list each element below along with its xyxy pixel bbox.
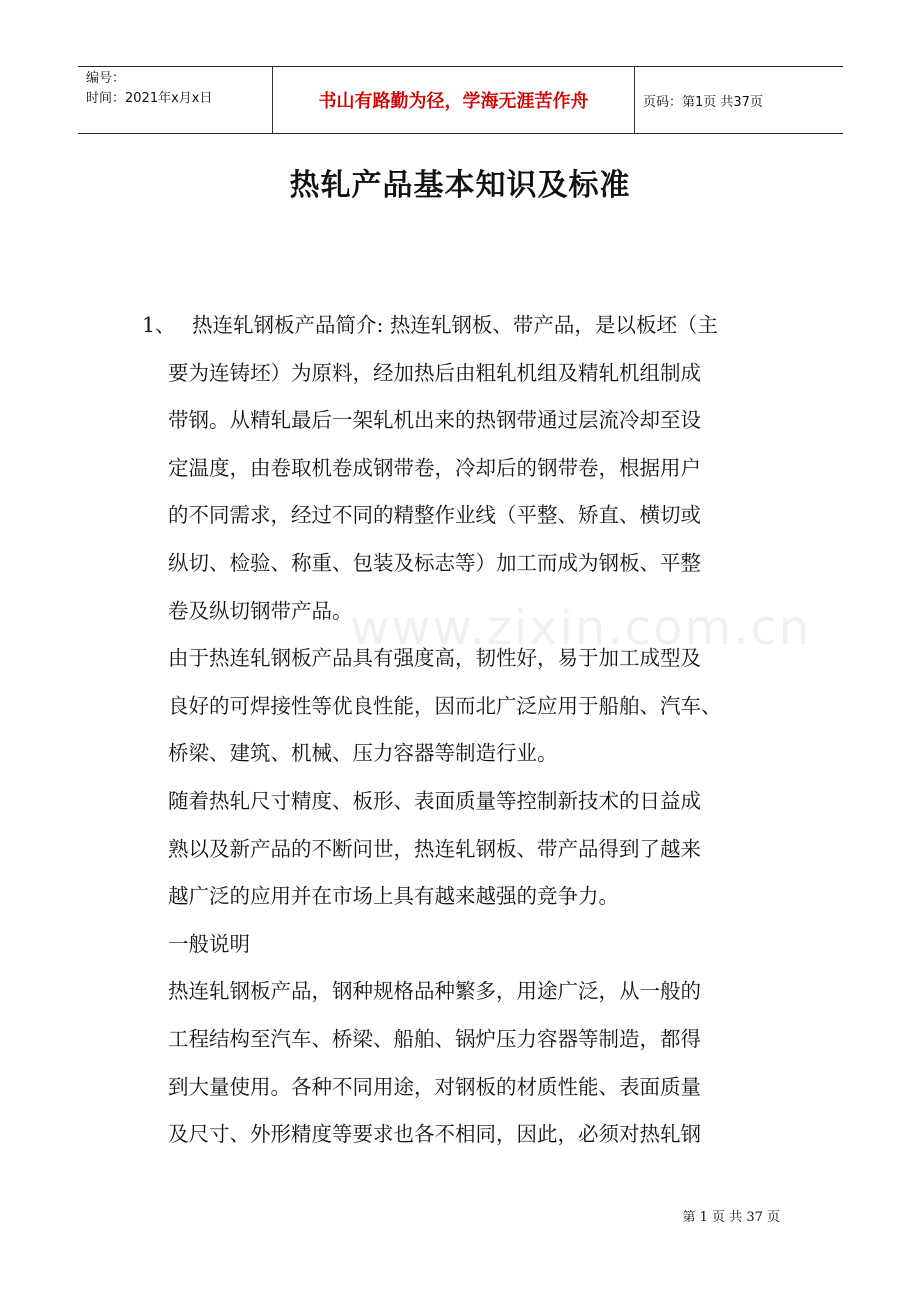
body-text (168, 302, 808, 1159)
body-line: 桥梁、建筑、机械、压力容器等制造行业。 (168, 741, 558, 766)
header-meta-cell (78, 67, 273, 133)
body-line: 定温度，由卷取机卷成钢带卷，冷却后的钢带卷，根据用户 (168, 455, 701, 480)
body-line: 随着热轧尺寸精度、板形、表面质量等控制新技术的日益成 (168, 788, 701, 813)
body-line: 由于热连轧钢板产品具有强度高，韧性好，易于加工成型及 (168, 646, 701, 671)
body-line: 带钢。从精轧最后一架轧机出来的热钢带通过层流冷却至设 (168, 408, 701, 433)
header-table (78, 66, 843, 134)
body-line: 工程结构至汽车、桥梁、船舶、锅炉压力容器等制造，都得 (168, 1026, 701, 1051)
document-title: 热轧产品基本知识及标准 (289, 168, 631, 203)
document-time-label: 时间：2021年x月x日 (86, 91, 213, 106)
header-page-info: 页码：第1页 共37页 (643, 94, 763, 110)
body-line: 熟以及新产品的不断问世，热连轧钢板、带产品得到了越来 (168, 836, 701, 861)
body-line: 到大量使用。各种不同用途，对钢板的材质性能、表面质量 (168, 1074, 701, 1099)
body-line: 越广泛的应用并在市场上具有越来越强的竞争力。 (168, 884, 619, 909)
body-line: 卷及纵切钢带产品。 (168, 598, 353, 623)
body-line: 要为连铸坯）为原料，经加热后由粗轧机组及精轧机组制成 (168, 360, 701, 385)
body-line: 纵切、检验、称重、包装及标志等）加工而成为钢板、平整 (168, 550, 701, 575)
body-line: 热连轧钢板产品，钢种规格品种繁多，用途广泛，从一般的 (168, 979, 701, 1004)
watermark: www.zixin.com.cn (350, 600, 812, 656)
body-line: 良好的可焊接性等优良性能，因而北广泛应用于船舶、汽车、 (168, 693, 722, 718)
document-number-label: 编号： (86, 71, 126, 86)
body-line: 的不同需求，经过不同的精整作业线（平整、矫直、横切或 (168, 503, 701, 528)
item-number: 1、 (142, 313, 176, 337)
section-heading: 一般说明 (168, 931, 250, 956)
body-line: 及尺寸、外形精度等要求也各不相同，因此，必须对热轧钢 (168, 1122, 701, 1147)
page-footer: 第 1 页 共 37 页 (682, 1210, 780, 1225)
body-line: 热连轧钢板产品简介: 热连轧钢板、带产品，是以板坯（主 (192, 313, 718, 337)
header-motto: 书山有路勤为径，学海无涯苦作舟 (273, 67, 635, 133)
